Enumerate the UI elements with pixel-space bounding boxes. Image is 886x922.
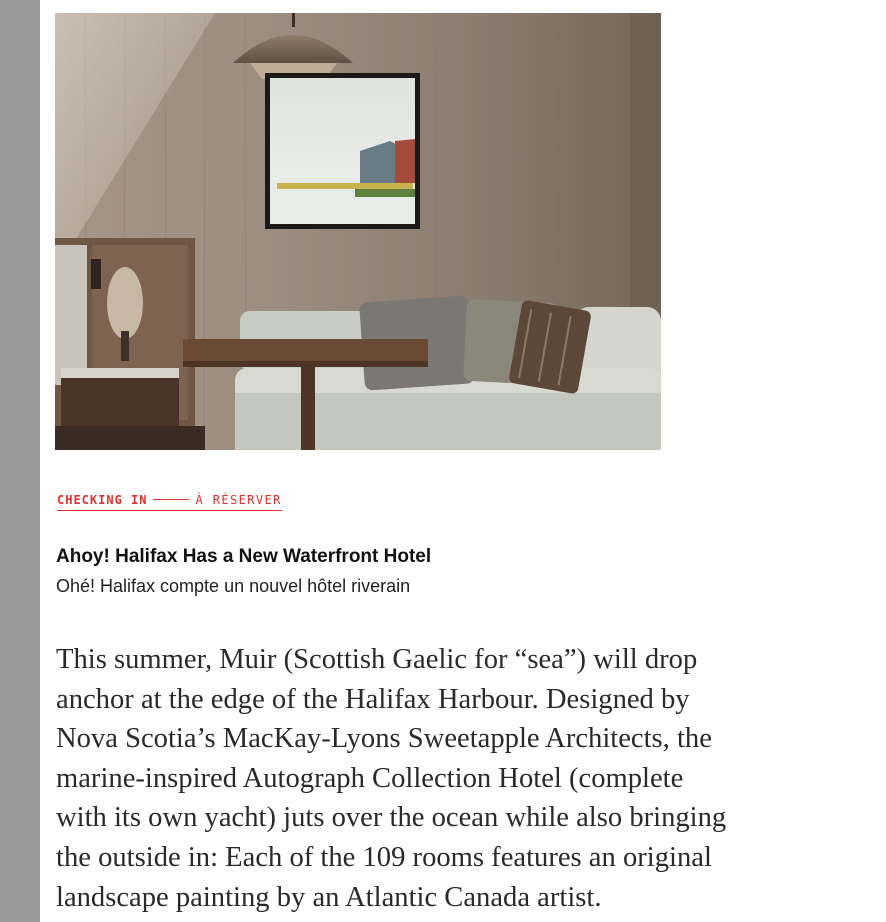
body-line: marine-inspired Autograph Collection Hotel (complete <box>56 762 684 794</box>
article-subhead: Ohé! Halifax compte un nouvel hôtel riverain <box>56 576 411 596</box>
body-line: the outside in: Each of the 109 rooms features an original <box>56 841 712 873</box>
body-line: landscape painting by an Atlantic Canada artist. <box>56 881 602 913</box>
body-line: anchor at the edge of the Halifax Harbour. Designed by <box>56 683 690 715</box>
page-margin-bar <box>0 0 40 922</box>
body-line: This summer, Muir (Scottish Gaelic for “sea”) will drop <box>56 644 698 675</box>
hotel-room-photo <box>55 13 661 450</box>
body-line: Nova Scotia’s MacKay-Lyons Sweetapple Architects, the <box>56 723 712 755</box>
body-line: with its own yacht) juts over the ocean while also bringing <box>56 802 727 834</box>
kicker-french: À RÉSERVER <box>195 493 282 507</box>
article-body <box>56 640 866 917</box>
kicker-english: CHECKING IN <box>57 493 148 507</box>
section-kicker <box>57 493 282 511</box>
kicker-dash <box>153 499 189 500</box>
article-headline: Ahoy! Halifax Has a New Waterfront Hotel <box>56 546 432 567</box>
